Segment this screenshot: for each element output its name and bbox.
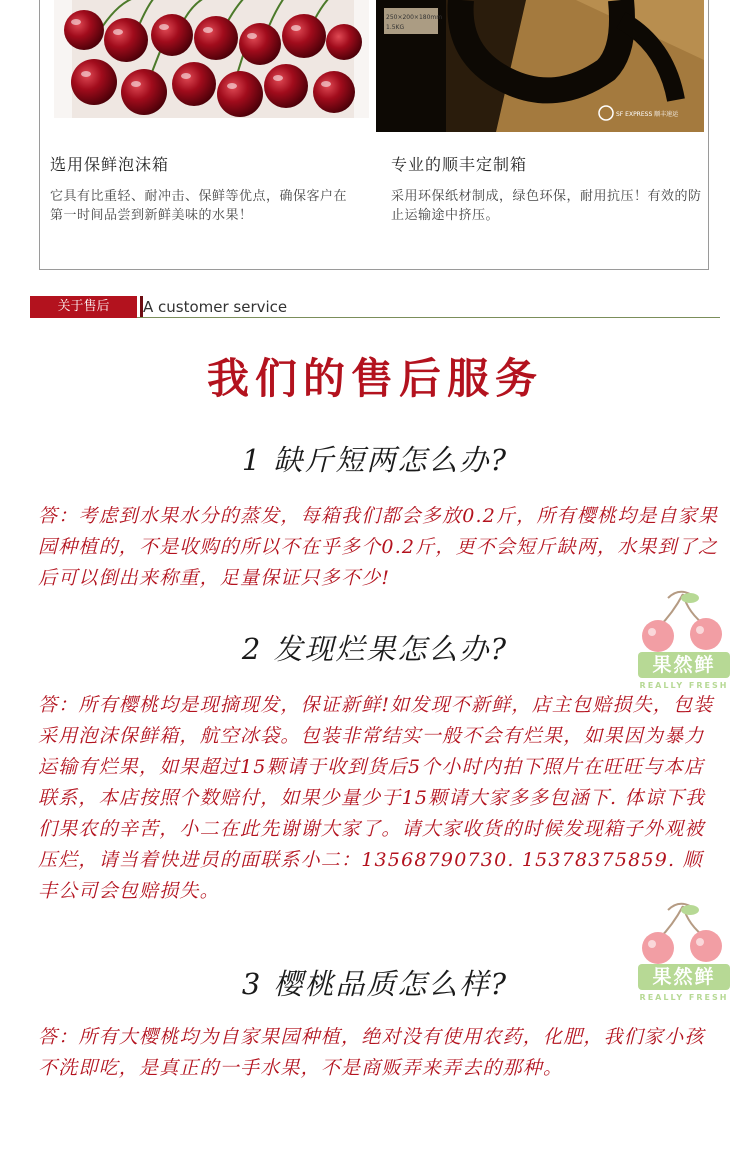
- section-subtitle: A customer service: [143, 298, 288, 316]
- answer-1: 答：考虑到水果水分的蒸发，每箱我们都会多放0.2斤，所有樱桃均是自家果园种植的，不是收购的所以不在乎多个0.2斤，更不会短斤缺两，水果到了之后可以倒出来称重，足量保证只多不少!: [38, 505, 719, 589]
- watermark-brand: 果然鲜: [638, 652, 730, 678]
- answer-3: 答：所有大樱桃均为自家果园种植，绝对没有使用农药，化肥，我们家小孩不洗即吃，是真正的一手水果，不是商贩弄来弄去的那种。: [38, 1026, 705, 1079]
- question-2: 2 发现烂果怎么办?: [241, 632, 509, 666]
- packaging-section: [39, 0, 709, 270]
- after-sales-section-header: [30, 296, 720, 320]
- question-1: 1 缺斤短两怎么办?: [241, 443, 509, 477]
- watermark-brand: 果然鲜: [638, 964, 730, 990]
- section-rule: [137, 317, 720, 318]
- cherry-foam-box-photo: [54, 0, 369, 118]
- watermark-sub: REALLY FRESH: [639, 993, 729, 1002]
- question-3: 3 樱桃品质怎么样?: [241, 967, 509, 1001]
- sf-box-desc: 采用环保纸材制成，绿色环保，耐用抗压！有效的防止运输途中挤压。: [391, 189, 702, 223]
- box-dims-text: 250×200×180mm: [386, 14, 443, 21]
- cherry-logo-icon: [628, 900, 738, 966]
- cherries-image: [54, 0, 369, 118]
- sf-box-image: [376, 0, 704, 132]
- foam-box-title: 选用保鲜泡沫箱: [50, 155, 170, 174]
- watermark-sub: REALLY FRESH: [639, 681, 729, 690]
- page-title: 我们的售后服务: [206, 354, 543, 403]
- box-weight-text: 1.5KG: [386, 24, 405, 31]
- answer-2: 答：所有樱桃均是现摘现发，保证新鲜!如发现不新鲜，店主包赔损失，包装采用泡沫保鲜箱，航空冰袋。包装非常结实一般不会有烂果，如果因为暴力运输有烂果，如果超过15颗请于收到货后5个小时内拍下照片在旺旺与本店联系，本店按照个数赔付，如果少量少于15颗请大家多多包涵下. 体谅下我们果农的辛苦，小二在此先谢谢大家了。请大家收货的时候发现箱子外观被压烂，请当着快进员的面联系小二：13568790730. 15378375859. 顺丰公司会包赔损失。: [38, 694, 714, 902]
- sf-express-box-photo: [376, 0, 704, 132]
- sf-box-info: [391, 152, 706, 225]
- cherry-logo-icon: [628, 588, 738, 654]
- foam-box-desc: 它具有比重轻、耐冲击、保鲜等优点，确保客户在第一时间品尝到新鲜美味的水果！: [50, 189, 348, 223]
- sf-box-title: 专业的顺丰定制箱: [391, 155, 528, 174]
- brand-watermark: [628, 900, 738, 1030]
- section-tab-label: 关于售后: [30, 296, 137, 318]
- brand-watermark: [628, 588, 738, 718]
- box-label-text: SF EXPRESS 顺丰速运: [616, 111, 679, 118]
- foam-box-info: [50, 152, 360, 225]
